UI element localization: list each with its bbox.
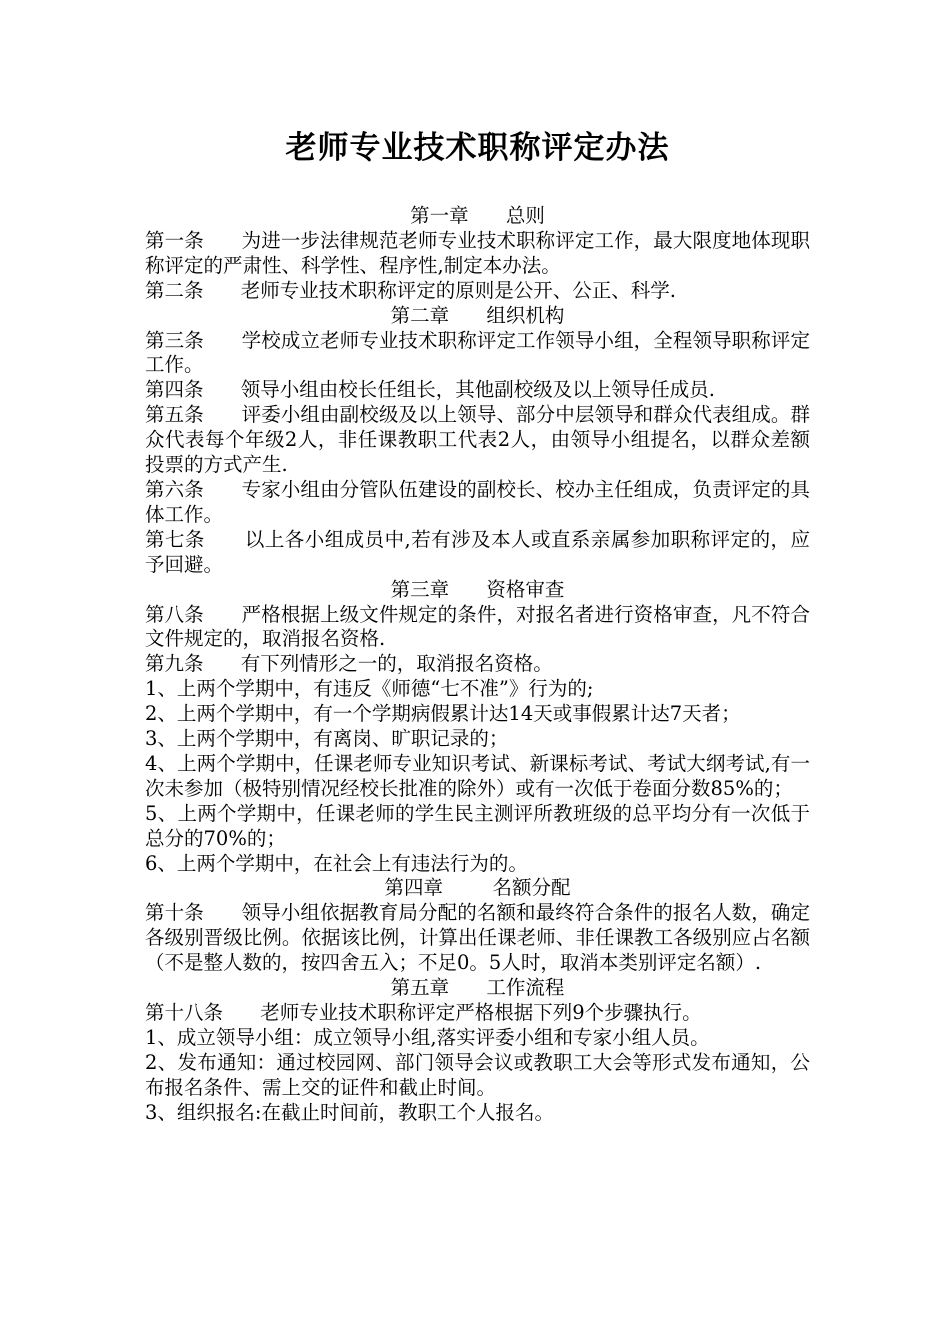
article-paragraph: 第三条 学校成立老师专业技术职称评定工作领导小组，全程领导职称评定工作。 <box>145 328 810 377</box>
article-paragraph: 第十条 领导小组依据教育局分配的名额和最终符合条件的报名人数，确定各级别晋级比例。依据该比例，计算出任课老师、非任课教工各级别应占名额（不是整人数的，按四舍五入；不足0。5人时，取消本类别评定名额）. <box>145 901 810 975</box>
article-paragraph: 2、上两个学期中，有一个学期病假累计达14天或事假累计达7天者； <box>145 702 741 726</box>
chapter-heading: 第四章 名额分配 <box>384 876 571 900</box>
chapter-heading: 第二章 组织机构 <box>390 303 565 327</box>
article-paragraph: 第一条 为进一步法律规范老师专业技术职称评定工作，最大限度地体现职称评定的严肃性、科学性、程序性,制定本办法。 <box>145 228 810 277</box>
article-paragraph: 5、上两个学期中，任课老师的学生民主测评所教班级的总平均分有一次低于总分的70%的； <box>145 801 810 850</box>
article-paragraph: 4、上两个学期中，任课老师专业知识考试、新课标考试、考试大纲考试,有一次未参加（极特别情况经校长批准的除外）或有一次低于卷面分数85%的； <box>145 751 810 800</box>
article-paragraph: 第八条 严格根据上级文件规定的条件，对报名者进行资格审查，凡不符合文件规定的，取消报名资格. <box>145 602 810 651</box>
article-paragraph: 第二条 老师专业技术职称评定的原则是公开、公正、科学. <box>145 278 676 302</box>
article-paragraph: 2、发布通知：通过校园网、部门领导会议或教职工大会等形式发布通知，公布报名条件、需上交的证件和截止时间。 <box>145 1050 810 1099</box>
article-paragraph: 3、组织报名:在截止时间前，教职工个人报名。 <box>145 1100 554 1124</box>
document-title: 老师专业技术职称评定办法 <box>285 130 670 166</box>
chapter-heading: 第三章 资格审查 <box>390 577 565 601</box>
article-paragraph: 3、上两个学期中，有离岗、旷职记录的； <box>145 727 509 751</box>
article-paragraph: 第十八条 老师专业技术职称评定严格根据下列9个步骤执行。 <box>145 1001 702 1024</box>
chapter-heading: 第一章 总则 <box>410 204 545 227</box>
article-paragraph: 第五条 评委小组由副校级及以上领导、部分中层领导和群众代表组成。群众代表每个年级2人，非任课教职工代表2人，由领导小组提名，以群众差额投票的方式产生. <box>145 403 810 477</box>
chapter-heading: 第五章 工作流程 <box>390 976 565 1000</box>
article-paragraph: 1、上两个学期中，有违反《师德“七不准”》行为的; <box>145 677 594 701</box>
article-paragraph: 1、成立领导小组：成立领导小组,落实评委小组和专家小组人员。 <box>145 1025 710 1049</box>
document-body <box>145 204 810 1126</box>
article-paragraph: 第四条 领导小组由校长任组长，其他副校级及以上领导任成员. <box>145 378 715 402</box>
article-paragraph: 第六条 专家小组由分管队伍建设的副校长、校办主任组成，负责评定的具体工作。 <box>145 477 810 526</box>
document-page <box>145 128 810 1126</box>
article-paragraph: 第七条 以上各小组成员中,若有涉及本人或直系亲属参加职称评定的，应予回避。 <box>145 527 810 576</box>
article-paragraph: 6、上两个学期中，在社会上有违法行为的。 <box>145 851 528 875</box>
article-paragraph: 第九条 有下列情形之一的，取消报名资格。 <box>145 652 553 676</box>
